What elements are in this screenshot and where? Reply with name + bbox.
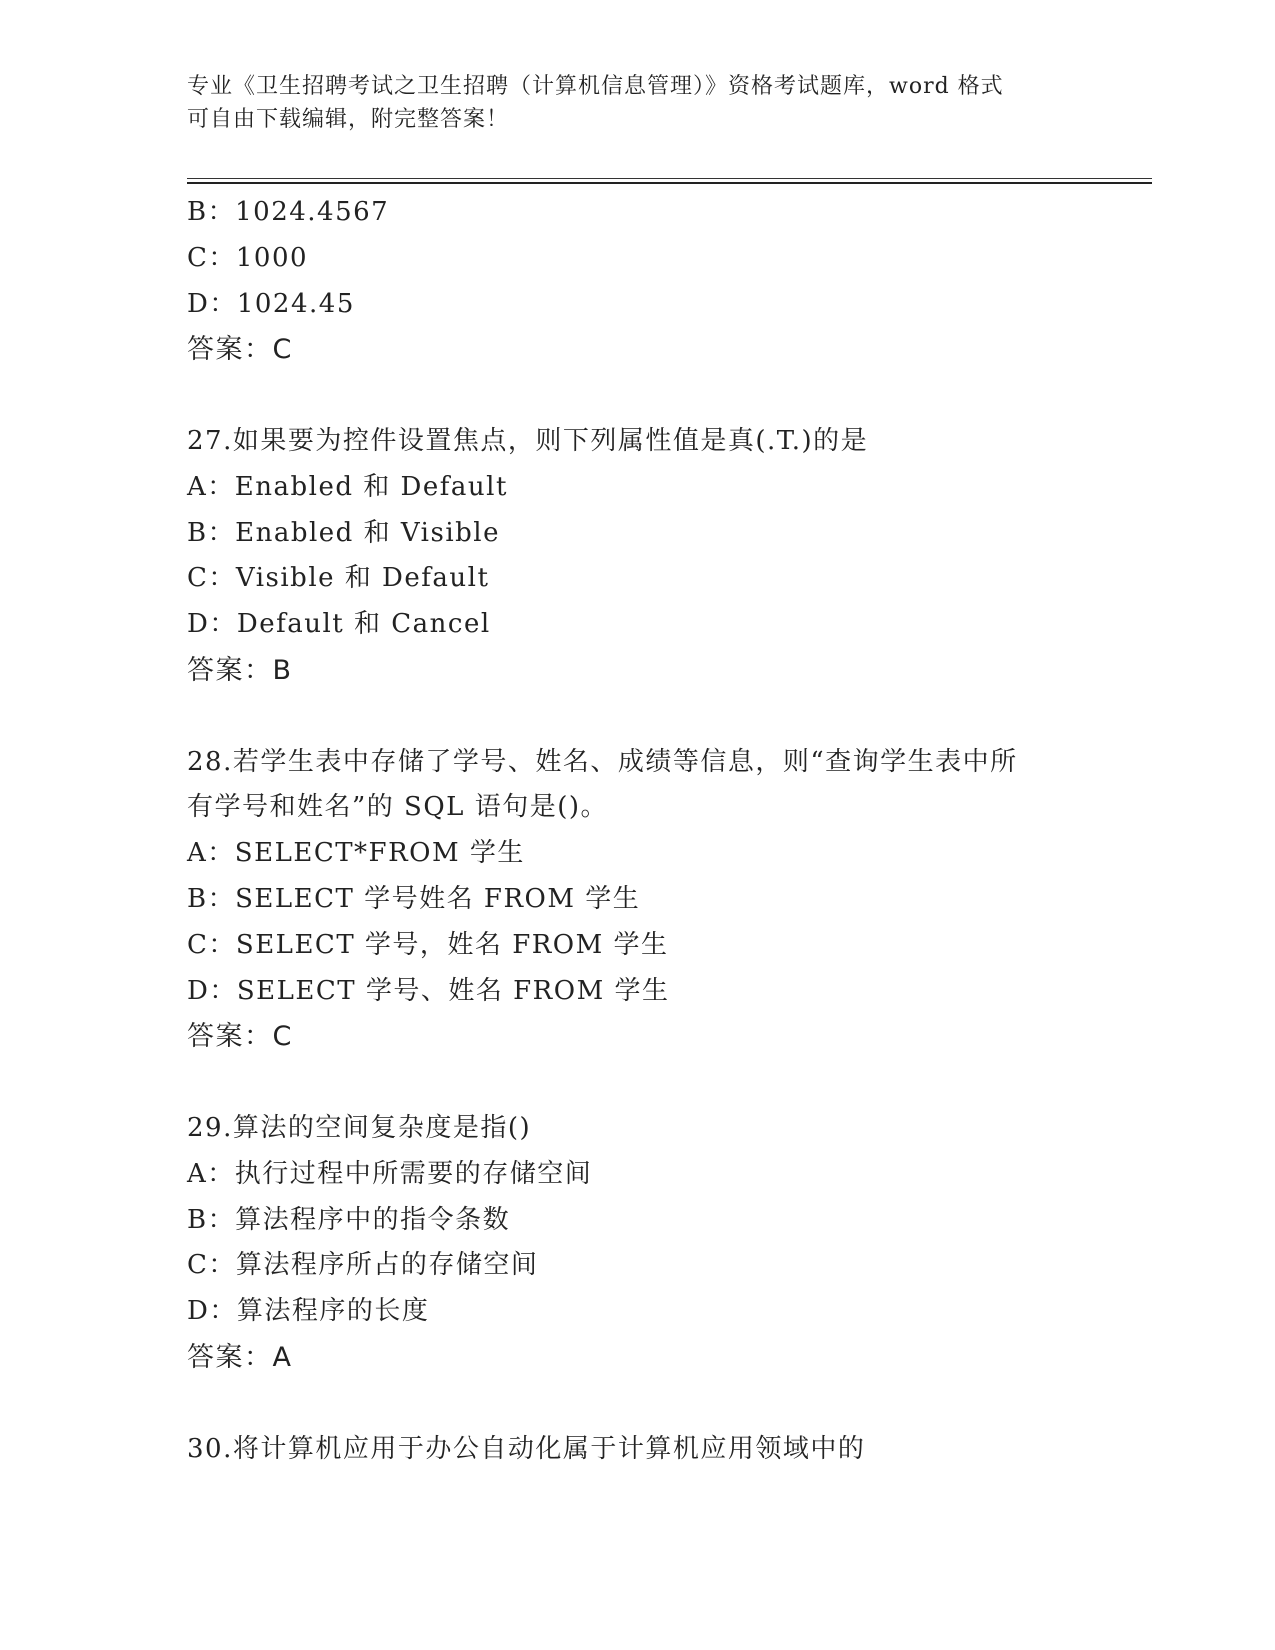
answer: 答案：B — [187, 654, 293, 686]
question-text: 30.将计算机应用于办公自动化属于计算机应用领域中的 — [187, 1433, 866, 1464]
option-b: B：1024.4567 — [187, 197, 390, 227]
header-divider-thick — [187, 182, 1152, 184]
document-header — [187, 70, 1087, 136]
option-c: C：1000 — [187, 242, 309, 273]
question-27 — [187, 419, 1117, 694]
option-a: A：SELECT*FROM 学生 — [187, 838, 525, 869]
option-d: D：SELECT 学号、姓名 FROM 学生 — [187, 975, 670, 1006]
option-c: C：算法程序所占的存储空间 — [187, 1250, 539, 1281]
question-30 — [187, 1427, 1117, 1473]
question-text: 29.算法的空间复杂度是指() — [187, 1112, 532, 1143]
option-b: B：Enabled 和 Visible — [187, 517, 500, 548]
spacer — [187, 1381, 1117, 1427]
question-28 — [187, 740, 1117, 1061]
question-text: 27.如果要为控件设置焦点，则下列属性值是真(.T.)的是 — [187, 425, 869, 456]
question-list — [187, 190, 1117, 1472]
option-d: D：Default 和 Cancel — [187, 609, 491, 640]
spacer — [187, 373, 1117, 419]
option-a: A：执行过程中所需要的存储空间 — [187, 1158, 593, 1189]
header-title-line-2: 可自由下载编辑，附完整答案！ — [187, 107, 510, 132]
question-text-line-2: 有学号和姓名”的 SQL 语句是()。 — [187, 792, 609, 823]
answer: 答案：C — [187, 1021, 293, 1053]
spacer — [187, 694, 1117, 740]
option-d: D：1024.45 — [187, 288, 355, 319]
header-divider-thin — [187, 178, 1152, 179]
question-26 — [187, 190, 1117, 373]
question-29 — [187, 1106, 1117, 1381]
header-title-line-1: 专业《卫生招聘考试之卫生招聘（计算机信息管理）》资格考试题库，word 格式 — [187, 74, 1004, 99]
answer: 答案：C — [187, 334, 293, 366]
option-b: B：SELECT 学号姓名 FROM 学生 — [187, 883, 641, 914]
question-text-line-1: 28.若学生表中存储了学号、姓名、成绩等信息，则“查询学生表中所 — [187, 746, 1018, 777]
answer: 答案：A — [187, 1341, 293, 1373]
option-d: D：算法程序的长度 — [187, 1296, 430, 1327]
spacer — [187, 1060, 1117, 1106]
option-a: A：Enabled 和 Default — [187, 471, 508, 502]
option-b: B：算法程序中的指令条数 — [187, 1204, 511, 1235]
option-c: C：SELECT 学号，姓名 FROM 学生 — [187, 929, 669, 960]
option-c: C：Visible 和 Default — [187, 563, 490, 594]
